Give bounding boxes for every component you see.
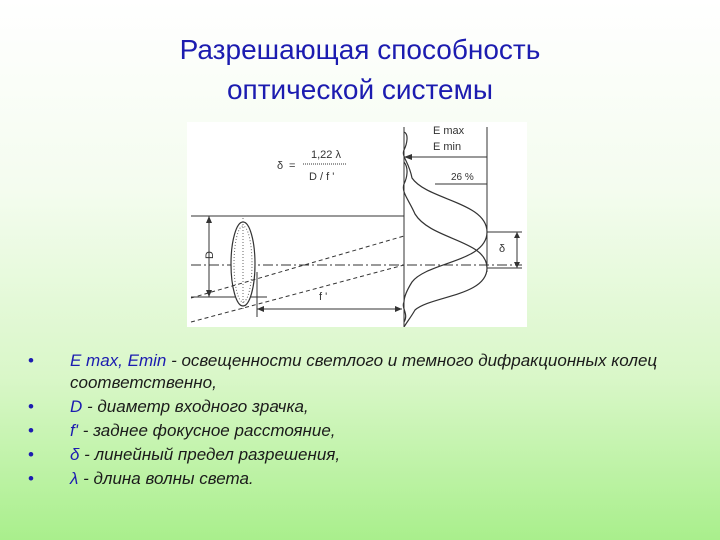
- item-text: - освещенности светлого и темного дифракционных колец соответственно,: [70, 351, 658, 392]
- bullet-marker: •: [28, 445, 34, 464]
- bullet-marker: •: [28, 469, 34, 488]
- symbol-lambda: λ: [70, 469, 79, 488]
- formula-denominator: D / f ': [309, 171, 335, 183]
- list-item: [28, 420, 688, 442]
- legend-list: [28, 350, 688, 492]
- label-delta: δ: [499, 243, 506, 255]
- title-line-1: Разрешающая способность: [179, 34, 541, 65]
- symbol-d: D: [70, 397, 83, 416]
- symbol-delta: δ: [70, 445, 80, 464]
- formula-delta: δ: [277, 160, 284, 172]
- intensity-curve-upper: [403, 132, 487, 322]
- label-f: f ': [319, 291, 328, 303]
- formula-eq: =: [289, 160, 296, 172]
- label-percent: 26 %: [451, 172, 474, 183]
- item-text: - длина волны света.: [78, 469, 254, 488]
- list-item: [28, 468, 688, 490]
- bullet-marker: •: [28, 421, 34, 440]
- list-item: [28, 444, 688, 466]
- label-d: D: [204, 251, 216, 259]
- item-text: - диаметр входного зрачка,: [82, 397, 309, 416]
- label-emin: E min: [433, 141, 462, 153]
- symbol-f: f': [70, 421, 78, 440]
- slide-title: [0, 30, 720, 110]
- ray-2: [191, 265, 404, 322]
- formula-numerator: 1,22 λ: [311, 149, 341, 161]
- list-item: [28, 396, 688, 418]
- optical-diagram-svg: [187, 122, 527, 327]
- list-item: [28, 350, 688, 394]
- title-line-2: оптической системы: [226, 74, 493, 105]
- bullet-marker: •: [28, 397, 34, 416]
- intensity-curve-lower: [403, 162, 487, 327]
- optical-diagram: [187, 122, 527, 327]
- bullet-marker: •: [28, 351, 34, 370]
- label-emax: E max: [433, 125, 465, 137]
- symbol-emax-emin: E max, Emin: [70, 351, 167, 370]
- ray-1: [191, 236, 404, 298]
- item-text: - заднее фокусное расстояние,: [77, 421, 336, 440]
- item-text: - линейный предел разрешения,: [79, 445, 341, 464]
